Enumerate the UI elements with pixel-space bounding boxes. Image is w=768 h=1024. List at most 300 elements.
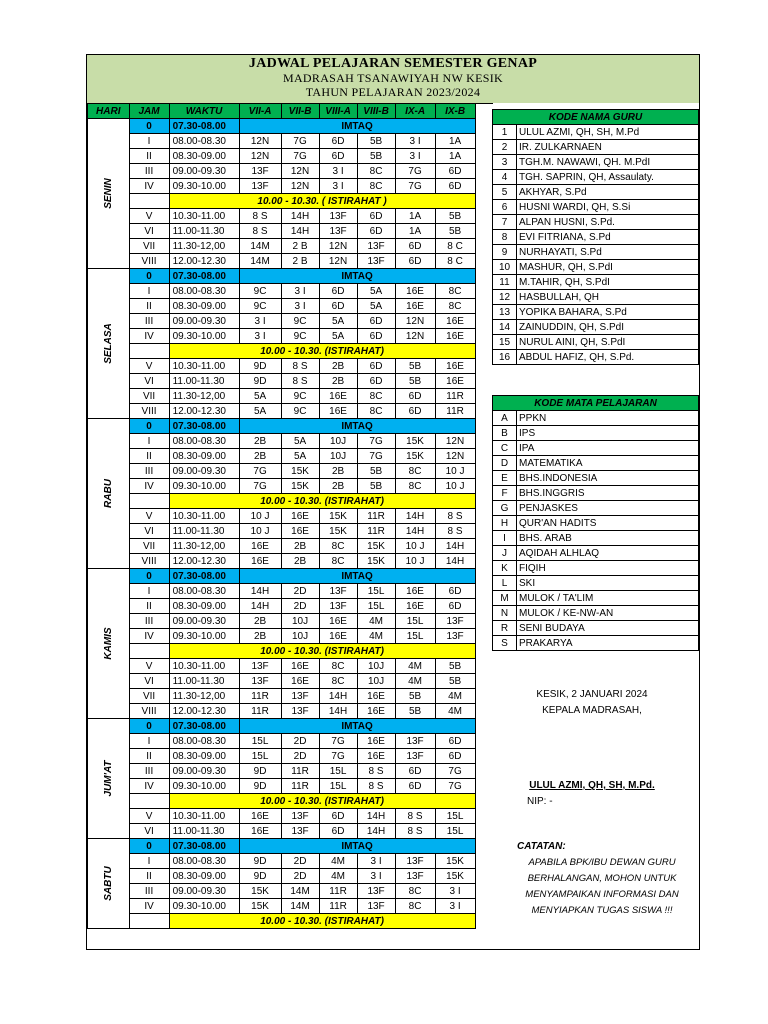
imtaq-label: IMTAQ [239,719,475,734]
jam-cell: V [129,659,169,674]
lesson-row [88,254,476,269]
time-cell: 08.30-09.00 [169,749,239,764]
break-label: 10.00 - 10.30. (ISTIRAHAT) [169,494,475,509]
class-cell: 2B [319,479,357,494]
teacher-row [493,215,699,230]
class-cell: 14H [281,209,319,224]
teacher-row [493,155,699,170]
class-cell: 16E [319,629,357,644]
lesson-row [88,209,476,224]
teacher-name: HUSNI WARDI, QH, S.Si [517,200,699,215]
jam-cell: VIII [129,554,169,569]
time-cell: 11.30-12,00 [169,689,239,704]
class-cell: 10J [357,674,395,689]
class-cell: 9D [239,374,281,389]
class-cell: 10J [281,629,319,644]
class-cell: 3 I [319,179,357,194]
class-cell: 9C [281,404,319,419]
teacher-number: 11 [493,275,517,290]
lesson-row [88,479,476,494]
time-cell: 11.30-12,00 [169,389,239,404]
subject-name: BHS.INGGRIS [517,486,699,501]
class-cell: 16E [319,389,357,404]
class-cell: 2B [281,554,319,569]
teacher-name: TGH.M. NAWAWI, QH. M.PdI [517,155,699,170]
subject-code: C [493,441,517,456]
break-row [88,914,476,929]
class-cell: 8 S [357,779,395,794]
class-cell: 10J [319,449,357,464]
class-cell: 15K [357,554,395,569]
imtaq-row [88,269,476,284]
lesson-row [88,179,476,194]
class-cell: 7G [357,449,395,464]
lesson-row [88,164,476,179]
class-cell: 16E [435,359,475,374]
class-cell: 13F [319,584,357,599]
time-cell: 09.00-09.30 [169,314,239,329]
class-cell: 3 I [357,854,395,869]
time-cell: 09.00-09.30 [169,164,239,179]
class-cell: 11R [239,704,281,719]
class-cell: 13F [319,209,357,224]
class-cell: 5B [357,479,395,494]
break-spacer [129,194,169,209]
jam-cell: I [129,734,169,749]
break-label: 10.00 - 10.30. ( ISTIRAHAT ) [169,194,475,209]
jam-cell: III [129,884,169,899]
class-cell: 5A [357,284,395,299]
class-cell: 7G [281,149,319,164]
imtaq-row [88,119,476,134]
class-cell: 12N [239,149,281,164]
class-cell: 16E [395,284,435,299]
imtaq-label: IMTAQ [239,569,475,584]
class-cell: 8C [395,899,435,914]
notes-line: BERHALANGAN, MOHON UNTUK [527,873,677,884]
class-cell: 13F [357,899,395,914]
class-cell: 6D [395,764,435,779]
imtaq-row [88,419,476,434]
class-cell: 9C [239,299,281,314]
time-cell: 08.30-09.00 [169,599,239,614]
class-cell: 11R [357,524,395,539]
lesson-row [88,824,476,839]
teacher-row [493,125,699,140]
subject-name: MULOK / KE-NW-AN [517,606,699,621]
class-cell: 14H [319,704,357,719]
time-cell: 09.00-09.30 [169,884,239,899]
class-cell: 14H [395,509,435,524]
jam-cell: 0 [129,269,169,284]
schedule-sheet [86,54,700,950]
class-cell: 13F [239,179,281,194]
class-cell: 6D [357,374,395,389]
jam-cell: II [129,149,169,164]
time-cell: 08.30-09.00 [169,299,239,314]
class-cell: 14H [435,554,475,569]
class-cell: 14M [281,884,319,899]
subject-code: I [493,531,517,546]
subject-code: F [493,486,517,501]
class-cell: 16E [395,599,435,614]
class-cell: 9C [281,389,319,404]
class-cell: 7G [319,749,357,764]
subject-name: AQIDAH ALHLAQ [517,546,699,561]
page-title: JADWAL PELAJARAN SEMESTER GENAP [248,56,538,71]
time-cell: 09.30-10.00 [169,479,239,494]
class-cell: 7G [435,779,475,794]
subject-row [493,516,699,531]
class-cell: 12N [395,314,435,329]
subject-code: G [493,501,517,516]
class-cell: 15L [435,824,475,839]
subject-name: SKI [517,576,699,591]
column-header: VII-A [239,104,281,119]
time-cell: 11.00-11.30 [169,224,239,239]
class-cell: 6D [435,164,475,179]
class-cell: 7G [395,179,435,194]
subject-row [493,636,699,651]
day-cell [88,719,130,839]
class-cell: 5B [395,359,435,374]
teacher-name: NURUL AINI, QH, S.PdI [517,335,699,350]
class-cell: 6D [319,284,357,299]
subject-code: S [493,636,517,651]
class-cell: 2D [281,599,319,614]
class-cell: 7G [435,764,475,779]
time-cell: 07.30-08.00 [169,119,239,134]
day-name: SABTU [102,866,114,901]
teacher-name: ABDUL HAFIZ, QH, S.Pd. [517,350,699,365]
class-cell: 12N [395,329,435,344]
class-cell: 11R [239,689,281,704]
class-cell: 1A [435,134,475,149]
subject-row [493,426,699,441]
subject-code: B [493,426,517,441]
class-cell: 8C [435,284,475,299]
teacher-number: 7 [493,215,517,230]
time-cell: 11.30-12,00 [169,239,239,254]
class-cell: 11R [281,779,319,794]
signature-block [492,687,692,719]
imtaq-row [88,719,476,734]
subject-name: SENI BUDAYA [517,621,699,636]
lesson-row [88,389,476,404]
time-cell: 07.30-08.00 [169,269,239,284]
time-cell: 12.00-12.30 [169,404,239,419]
time-cell: 09.30-10.00 [169,179,239,194]
jam-cell: VIII [129,254,169,269]
class-cell: 12N [281,164,319,179]
subject-row [493,486,699,501]
time-cell: 10.30-11.00 [169,359,239,374]
lesson-row [88,239,476,254]
lesson-row [88,734,476,749]
class-cell: 5A [281,449,319,464]
class-cell: 8C [319,674,357,689]
class-cell: 5A [357,299,395,314]
class-cell: 16E [281,674,319,689]
class-cell: 5A [281,434,319,449]
class-cell: 15L [435,809,475,824]
class-cell: 16E [239,539,281,554]
time-cell: 09.30-10.00 [169,899,239,914]
jam-cell: V [129,359,169,374]
class-cell: 8 S [239,224,281,239]
time-cell: 08.00-08.30 [169,434,239,449]
class-cell: 15K [239,884,281,899]
teacher-code-table [492,103,699,365]
class-cell: 6D [319,299,357,314]
column-header: VII-B [281,104,319,119]
class-cell: 14H [357,809,395,824]
teacher-number: 5 [493,185,517,200]
class-cell: 1A [435,149,475,164]
class-cell: 13F [395,749,435,764]
class-cell: 8C [395,884,435,899]
jam-cell: III [129,314,169,329]
class-cell: 15K [319,524,357,539]
notes-line: MENYAMPAIKAN INFORMASI DAN [525,889,679,900]
class-cell: 8C [357,164,395,179]
subject-code: E [493,471,517,486]
schedule-header-row [88,104,476,119]
class-cell: 2B [281,539,319,554]
jam-cell: IV [129,629,169,644]
class-cell: 8 S [435,524,475,539]
jam-cell: II [129,869,169,884]
class-cell: 3 I [395,149,435,164]
column-header: WAKTU [169,104,239,119]
lesson-row [88,899,476,914]
day-name: RABU [102,479,114,508]
class-cell: 15K [435,854,475,869]
class-cell: 16E [435,314,475,329]
teacher-name: ZAINUDDIN, QH, S.PdI [517,320,699,335]
class-cell: 14H [357,824,395,839]
teacher-row [493,140,699,155]
teacher-row [493,230,699,245]
class-cell: 10 J [239,509,281,524]
teacher-name: ALPAN HUSNI, S.Pd. [517,215,699,230]
class-cell: 15K [435,869,475,884]
class-cell: 2D [281,854,319,869]
day-name: KAMIS [102,627,114,660]
class-cell: 8 S [281,374,319,389]
imtaq-row [88,839,476,854]
teacher-row [493,275,699,290]
subject-name: MULOK / TA'LIM [517,591,699,606]
subject-code: L [493,576,517,591]
class-cell: 11R [319,884,357,899]
break-row [88,344,476,359]
class-cell: 2B [319,464,357,479]
jam-cell: 0 [129,719,169,734]
teacher-name: HASBULLAH, QH [517,290,699,305]
jam-cell: VII [129,689,169,704]
lesson-row [88,869,476,884]
teacher-name: M.TAHIR, QH, S.PdI [517,275,699,290]
lesson-row [88,509,476,524]
class-cell: 2D [281,734,319,749]
break-spacer [129,344,169,359]
jam-cell: VIII [129,404,169,419]
subject-name: IPA [517,441,699,456]
time-cell: 10.30-11.00 [169,659,239,674]
lesson-row [88,614,476,629]
class-cell: 2B [239,449,281,464]
lesson-row [88,539,476,554]
time-cell: 11.00-11.30 [169,674,239,689]
time-cell: 11.30-12,00 [169,539,239,554]
class-cell: 16E [239,554,281,569]
jam-cell: 0 [129,839,169,854]
class-cell: 7G [357,434,395,449]
time-cell: 10.30-11.00 [169,209,239,224]
subject-name: PRAKARYA [517,636,699,651]
schedule-table [87,103,476,929]
lesson-row [88,599,476,614]
class-cell: 13F [319,599,357,614]
teacher-number: 9 [493,245,517,260]
class-cell: 6D [395,404,435,419]
day-cell [88,119,130,269]
class-cell: 5B [395,689,435,704]
column-header: IX-B [435,104,475,119]
time-cell: 07.30-08.00 [169,569,239,584]
class-cell: 15L [357,599,395,614]
jam-cell: I [129,854,169,869]
subject-row [493,471,699,486]
column-header: IX-A [395,104,435,119]
class-cell: 3 I [357,869,395,884]
class-cell: 16E [357,734,395,749]
class-cell: 12N [319,254,357,269]
teacher-number: 14 [493,320,517,335]
subject-code: K [493,561,517,576]
jam-cell: I [129,584,169,599]
jam-cell: IV [129,899,169,914]
jam-cell: IV [129,179,169,194]
class-cell: 8C [319,554,357,569]
class-cell: 16E [435,374,475,389]
class-cell: 15K [357,539,395,554]
time-cell: 07.30-08.00 [169,839,239,854]
class-cell: 3 I [435,884,475,899]
class-cell: 8 S [357,764,395,779]
class-cell: 10J [319,434,357,449]
class-cell: 11R [357,509,395,524]
class-cell: 10 J [435,479,475,494]
lesson-row [88,524,476,539]
subject-name: BHS.INDONESIA [517,471,699,486]
jam-cell: III [129,614,169,629]
subject-row [493,621,699,636]
break-label: 10.00 - 10.30. (ISTIRAHAT) [169,914,475,929]
subject-name: FIQIH [517,561,699,576]
teacher-name: EVI FITRIANA, S.Pd [517,230,699,245]
lesson-row [88,314,476,329]
class-cell: 2D [281,749,319,764]
teacher-row [493,350,699,365]
class-cell: 16E [281,524,319,539]
class-cell: 2B [319,359,357,374]
class-cell: 2D [281,869,319,884]
jam-cell: 0 [129,119,169,134]
class-cell: 6D [435,734,475,749]
class-cell: 10 J [395,554,435,569]
teacher-name: ULUL AZMI, QH, SH, M.Pd [517,125,699,140]
subject-name: PPKN [517,411,699,426]
class-cell: 6D [319,824,357,839]
class-cell: 10 J [239,524,281,539]
class-cell: 5B [435,224,475,239]
lesson-row [88,749,476,764]
class-cell: 14H [395,524,435,539]
jam-cell: VII [129,239,169,254]
class-cell: 13F [357,884,395,899]
class-cell: 8 S [239,209,281,224]
notes-line: MENYIAPKAN TUGAS SISWA !!! [531,905,673,916]
subject-row [493,591,699,606]
time-cell: 11.00-11.30 [169,524,239,539]
teacher-name: TGH. SAPRIN, QH, Assaulaty. [517,170,699,185]
column-header: HARI [88,104,130,119]
class-cell: 9C [281,314,319,329]
class-cell: 16E [395,299,435,314]
class-cell: 2D [281,584,319,599]
day-cell [88,419,130,569]
signature-place-date: KESIK, 2 JANUARI 2024 [536,689,648,700]
class-cell: 3 I [395,134,435,149]
class-cell: 6D [357,209,395,224]
jam-cell: III [129,764,169,779]
lesson-row [88,149,476,164]
time-cell: 11.00-11.30 [169,824,239,839]
teacher-name: MASHUR, QH, S.PdI [517,260,699,275]
notes-body [507,855,697,919]
class-cell: 8 C [435,254,475,269]
lesson-row [88,329,476,344]
class-cell: 8C [395,479,435,494]
subject-name: BHS. ARAB [517,531,699,546]
break-row [88,644,476,659]
class-cell: 16E [319,404,357,419]
jam-cell: V [129,209,169,224]
academic-year: TAHUN PELAJARAN 2023/2024 [305,85,481,99]
class-cell: 15K [395,434,435,449]
jam-cell: 0 [129,419,169,434]
time-cell: 08.00-08.30 [169,134,239,149]
class-cell: 12N [435,434,475,449]
class-cell: 8 S [395,809,435,824]
class-cell: 13F [281,809,319,824]
class-cell: 13F [239,674,281,689]
class-cell: 6D [435,749,475,764]
subject-row [493,531,699,546]
subject-code: M [493,591,517,606]
class-cell: 8C [357,389,395,404]
class-cell: 8C [319,539,357,554]
lesson-row [88,284,476,299]
class-cell: 15L [395,614,435,629]
class-cell: 13F [435,614,475,629]
class-cell: 2 B [281,254,319,269]
signature-position: KEPALA MADRASAH, [542,705,642,716]
time-cell: 09.30-10.00 [169,329,239,344]
lesson-row [88,809,476,824]
